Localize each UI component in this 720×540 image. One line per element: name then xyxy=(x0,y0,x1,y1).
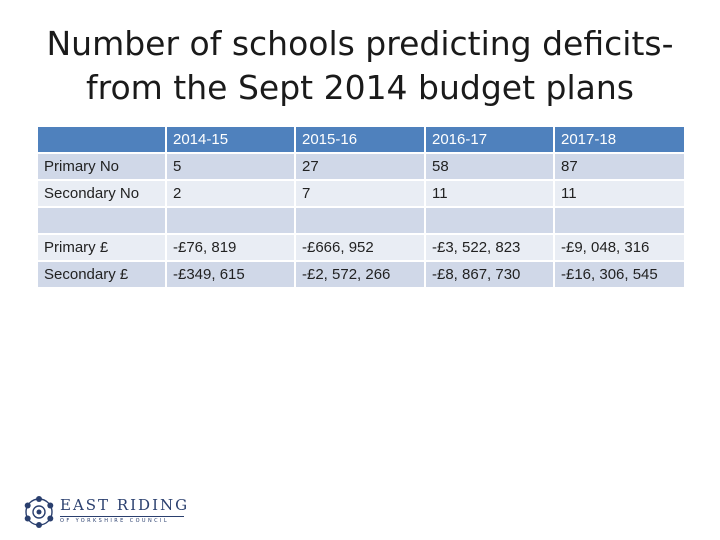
table-cell: Secondary £ xyxy=(37,261,166,288)
table-cell xyxy=(37,207,166,234)
table-header-row xyxy=(37,126,685,153)
table-row xyxy=(37,153,685,180)
table-row xyxy=(37,261,685,288)
logo-name: EAST RIDING xyxy=(60,496,190,514)
table-row xyxy=(37,234,685,261)
table-row-spacer xyxy=(37,207,685,234)
table-cell: -£16, 306, 545 xyxy=(554,261,685,288)
table-cell: Primary No xyxy=(37,153,166,180)
table-row xyxy=(37,180,685,207)
table-cell: 5 xyxy=(166,153,295,180)
table-cell: -£3, 522, 823 xyxy=(425,234,554,261)
table-cell: 27 xyxy=(295,153,425,180)
table-cell xyxy=(166,207,295,234)
table-cell xyxy=(425,207,554,234)
table-cell: 58 xyxy=(425,153,554,180)
table-cell xyxy=(554,207,685,234)
council-crest-icon xyxy=(22,495,56,529)
table-cell: -£666, 952 xyxy=(295,234,425,261)
table-cell: Primary £ xyxy=(37,234,166,261)
table-cell: Secondary No xyxy=(37,180,166,207)
table-cell: 11 xyxy=(425,180,554,207)
table-cell: -£9, 048, 316 xyxy=(554,234,685,261)
logo-divider xyxy=(60,516,184,517)
page-title xyxy=(0,22,720,110)
header-cell-2017-18: 2017-18 xyxy=(554,126,685,153)
table-cell: 2 xyxy=(166,180,295,207)
table-cell: -£76, 819 xyxy=(166,234,295,261)
council-logo xyxy=(22,495,192,529)
table-cell: -£8, 867, 730 xyxy=(425,261,554,288)
table-cell: -£349, 615 xyxy=(166,261,295,288)
header-cell-2015-16: 2015-16 xyxy=(295,126,425,153)
table-cell: 7 xyxy=(295,180,425,207)
table-cell: 11 xyxy=(554,180,685,207)
table-cell: 87 xyxy=(554,153,685,180)
title-line-1: Number of schools predicting deficits- xyxy=(46,24,674,63)
header-cell-blank xyxy=(37,126,166,153)
title-line-2: from the Sept 2014 budget plans xyxy=(86,68,634,107)
table-cell: -£2, 572, 266 xyxy=(295,261,425,288)
table-cell xyxy=(295,207,425,234)
header-cell-2016-17: 2016-17 xyxy=(425,126,554,153)
deficit-table xyxy=(36,125,686,289)
header-cell-2014-15: 2014-15 xyxy=(166,126,295,153)
logo-subtitle: OF YORKSHIRE COUNCIL xyxy=(60,518,170,524)
